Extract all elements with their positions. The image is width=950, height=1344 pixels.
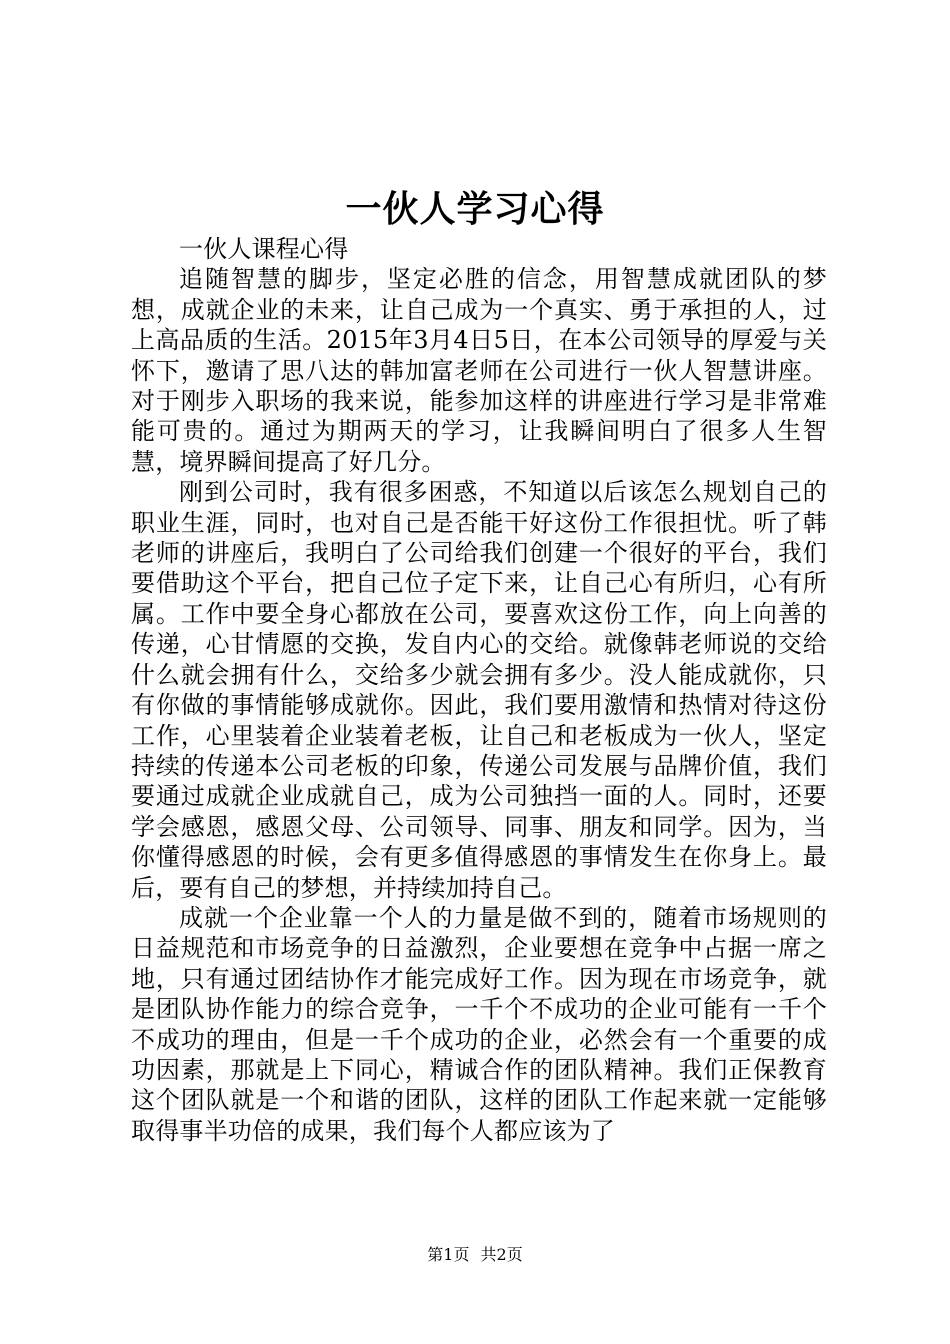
page-number: 第1页	[427, 1245, 470, 1264]
body-paragraph: 刚到公司时，我有很多困惑，不知道以后该怎么规划自己的职业生涯，同时，也对自己是否能干好这份工作很担忧。听了韩老师的讲座后，我明白了公司给我们创建一个很好的平台，我们要借助这个平台，把自己位子定下来，让自己心有所归，心有所属。工作中要全身心都放在公司，要喜欢这份工作，向上向善的传递，心甘情愿的交换，发自内心的交给。就像韩老师说的交给什么就会拥有什么，交给多少就会拥有多少。没人能成就你，只有你做的事情能够成就你。因此，我们要用激情和热情对待这份工作，心里装着企业装着老板，让自己和老板成为一伙人，坚定持续的传递本公司老板的印象，传递公司发展与品牌价值，我们要通过成就企业成就自己，成为公司独挡一面的人。同时，还要学会感恩，感恩父母、公司领导、同事、朋友和同学。因为，当你懂得感恩的时候，会有更多值得感恩的事情发生在你身上。最后，要有自己的梦想，并持续加持自己。	[131, 478, 827, 902]
document-body	[131, 234, 827, 1146]
body-paragraph: 一伙人课程心得	[179, 235, 349, 263]
page-total: 共2页	[480, 1245, 523, 1264]
body-paragraph: 成就一个企业靠一个人的力量是做不到的，随着市场规则的日益规范和市场竞争的日益激烈，企业要想在竞争中占据一席之地，只有通过团结协作才能完成好工作。因为现在市场竞争，就是团队协作能力的综合竞争，一千个不成功的企业可能有一千个不成功的理由，但是一千个成功的企业，必然会有一个重要的成功因素，那就是上下同心，精诚合作的团队精神。我们正保教育这个团队就是一个和谐的团队，这样的团队工作起来就一定能够取得事半功倍的成果，我们每个人都应该为了	[131, 903, 827, 1145]
document-title: 一伙人学习心得	[345, 188, 605, 230]
body-paragraph: 追随智慧的脚步，坚定必胜的信念，用智慧成就团队的梦想，成就企业的未来，让自己成为一个真实、勇于承担的人，过上高品质的生活。2015年3月4日5日，在本公司领导的厚爱与关怀下，邀请了思八达的韩加富老师在公司进行一伙人智慧讲座。对于刚步入职场的我来说，能参加这样的讲座进行学习是非常难能可贵的。通过为期两天的学习，让我瞬间明白了很多人生智慧，境界瞬间提高了好几分。	[131, 265, 827, 476]
page-footer	[0, 1243, 950, 1267]
